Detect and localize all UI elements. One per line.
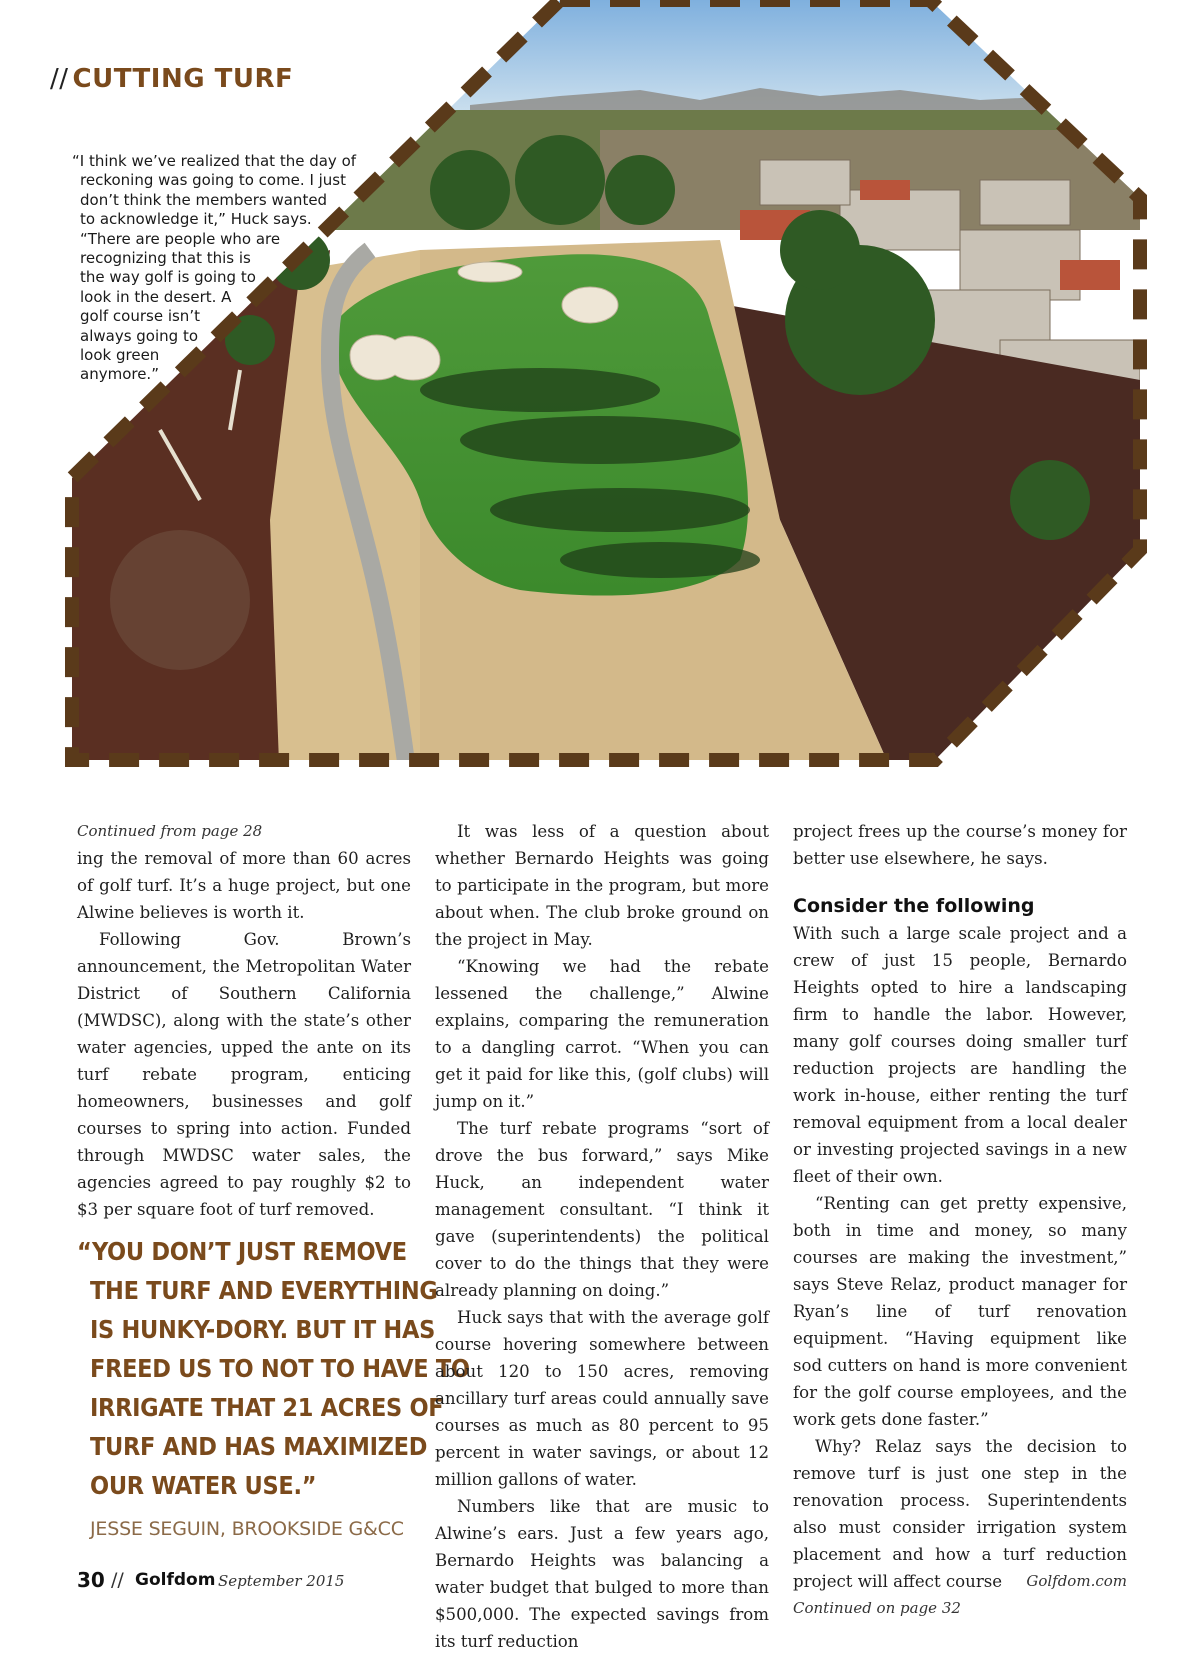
paragraph: Why? Relaz says the decision to remove turf is just one step in the renovation process. Superintendents also must consider irrigation system placement and how a turf reduction project will affect course [793, 1437, 1127, 1591]
paragraph: It was less of a question about whether Bernardo Heights was going to participate in the program, but more about when. The club broke ground on the project in May. [435, 822, 769, 949]
pull-quote-line: OUR WATER USE.” [90, 1471, 317, 1500]
top-quote-line: don’t think the members wanted [80, 190, 328, 209]
subhead: Consider the following [793, 895, 1035, 917]
pull-quote-attribution: JESSE SEGUIN, BROOKSIDE G&CC [90, 1518, 404, 1540]
page-number: 30 [77, 1568, 105, 1592]
paragraph: project frees up the course’s money for better use elsewhere, he says. [793, 822, 1127, 868]
pull-quote [77, 1232, 470, 1505]
magazine-name: Golfdom [135, 1570, 216, 1590]
top-quote [72, 152, 372, 385]
issue-date: September 2015 [218, 1572, 345, 1590]
paragraph: “Renting can get pretty expensive, both in time and money, so many courses are making the investment,” says Steve Relaz, product manager for Ryan’s line of turf renovation equipment. “Having equipment like sod cutters on hand is more convenient for the golf course employees, and the work gets done faster.” [793, 1194, 1127, 1429]
article-column-3 [793, 818, 1127, 1622]
top-quote-line: the way golf is going to [80, 268, 256, 287]
continued-on: Continued on page 32 [793, 1599, 961, 1617]
continued-from: Continued from page 28 [77, 822, 263, 840]
page-footer [77, 1568, 1127, 1598]
top-quote-line: look green [80, 346, 160, 365]
pull-quote-line: “YOU DON’T JUST REMOVE [77, 1237, 407, 1266]
top-quote-line: always going to [80, 326, 199, 345]
pull-quote-line: IRRIGATE THAT 21 ACRES OF [90, 1393, 444, 1422]
pull-quote-line: IS HUNKY-DORY. BUT IT HAS [90, 1315, 435, 1344]
top-quote-line: “There are people who are [80, 229, 281, 248]
paragraph: Huck says that with the average golf course hovering somewhere between about 120 to 150 acres, removing ancillary turf areas could annually save courses as much as 80 percent to 95 percent in water savings, or about 12 million gallons of water. [435, 1308, 769, 1489]
pull-quote-line: FREED US TO NOT TO HAVE TO [90, 1354, 470, 1383]
paragraph: Numbers like that are music to Alwine’s ears. Just a few years ago, Bernardo Heights was balancing a water budget that bulged to more than $500,000. The expected savings from its turf reduction [435, 1497, 769, 1651]
paragraph: Following Gov. Brown’s announcement, the Metropolitan Water District of Southern California (MWDSC), along with the state’s other water agencies, upped the ante on its turf rebate program, enticing homeowners, businesses and golf courses to spring into action. Funded through MWDSC water sales, the agencies agreed to pay roughly $2 to $3 per square foot of turf removed. [77, 930, 411, 1219]
top-quote-line: recognizing that this is [80, 249, 251, 268]
paragraph: ing the removal of more than 60 acres of golf turf. It’s a huge project, but one Alwine believes is worth it. [77, 849, 411, 922]
pull-quote-line: TURF AND HAS MAXIMIZED [90, 1432, 428, 1461]
golf-course-aerial-photo [0, 0, 1200, 790]
footer-slashes: // [111, 1569, 124, 1591]
website[interactable]: Golfdom.com [1026, 1572, 1127, 1590]
top-quote-line: to acknowledge it,” Huck says. [80, 210, 312, 229]
pull-quote-line: THE TURF AND EVERYTHING [90, 1276, 438, 1305]
top-quote-line: anymore.” [80, 365, 159, 384]
top-quote-line: reckoning was going to come. I just [80, 171, 347, 190]
header-slashes: // [50, 64, 69, 94]
paragraph: “Knowing we had the rebate lessened the challenge,” Alwine explains, comparing the remuneration to a dangling carrot. “When you can get it paid for like this, (golf clubs) will jump on it.” [435, 957, 769, 1111]
paragraph: The turf rebate programs “sort of drove the bus forward,” says Mike Huck, an independent water management consultant. “I think it gave (superintendents) the political cover to do the things that they were already planning on doing.” [435, 1119, 769, 1300]
article-column-2 [435, 818, 769, 1655]
top-quote-line: golf course isn’t [80, 307, 200, 326]
section-title: CUTTING TURF [72, 64, 294, 94]
top-quote-line: “I think we’ve realized that the day of [72, 152, 357, 170]
article-column-1 [77, 818, 411, 1223]
top-quote-line: look in the desert. A [80, 287, 232, 306]
paragraph: With such a large scale project and a crew of just 15 people, Bernardo Heights opted to hire a landscaping firm to handle the labor. However, many golf courses doing smaller turf reduction projects are handling the work in-house, either renting the turf removal equipment from a local dealer or investing projected savings in a new fleet of their own. [793, 924, 1127, 1186]
